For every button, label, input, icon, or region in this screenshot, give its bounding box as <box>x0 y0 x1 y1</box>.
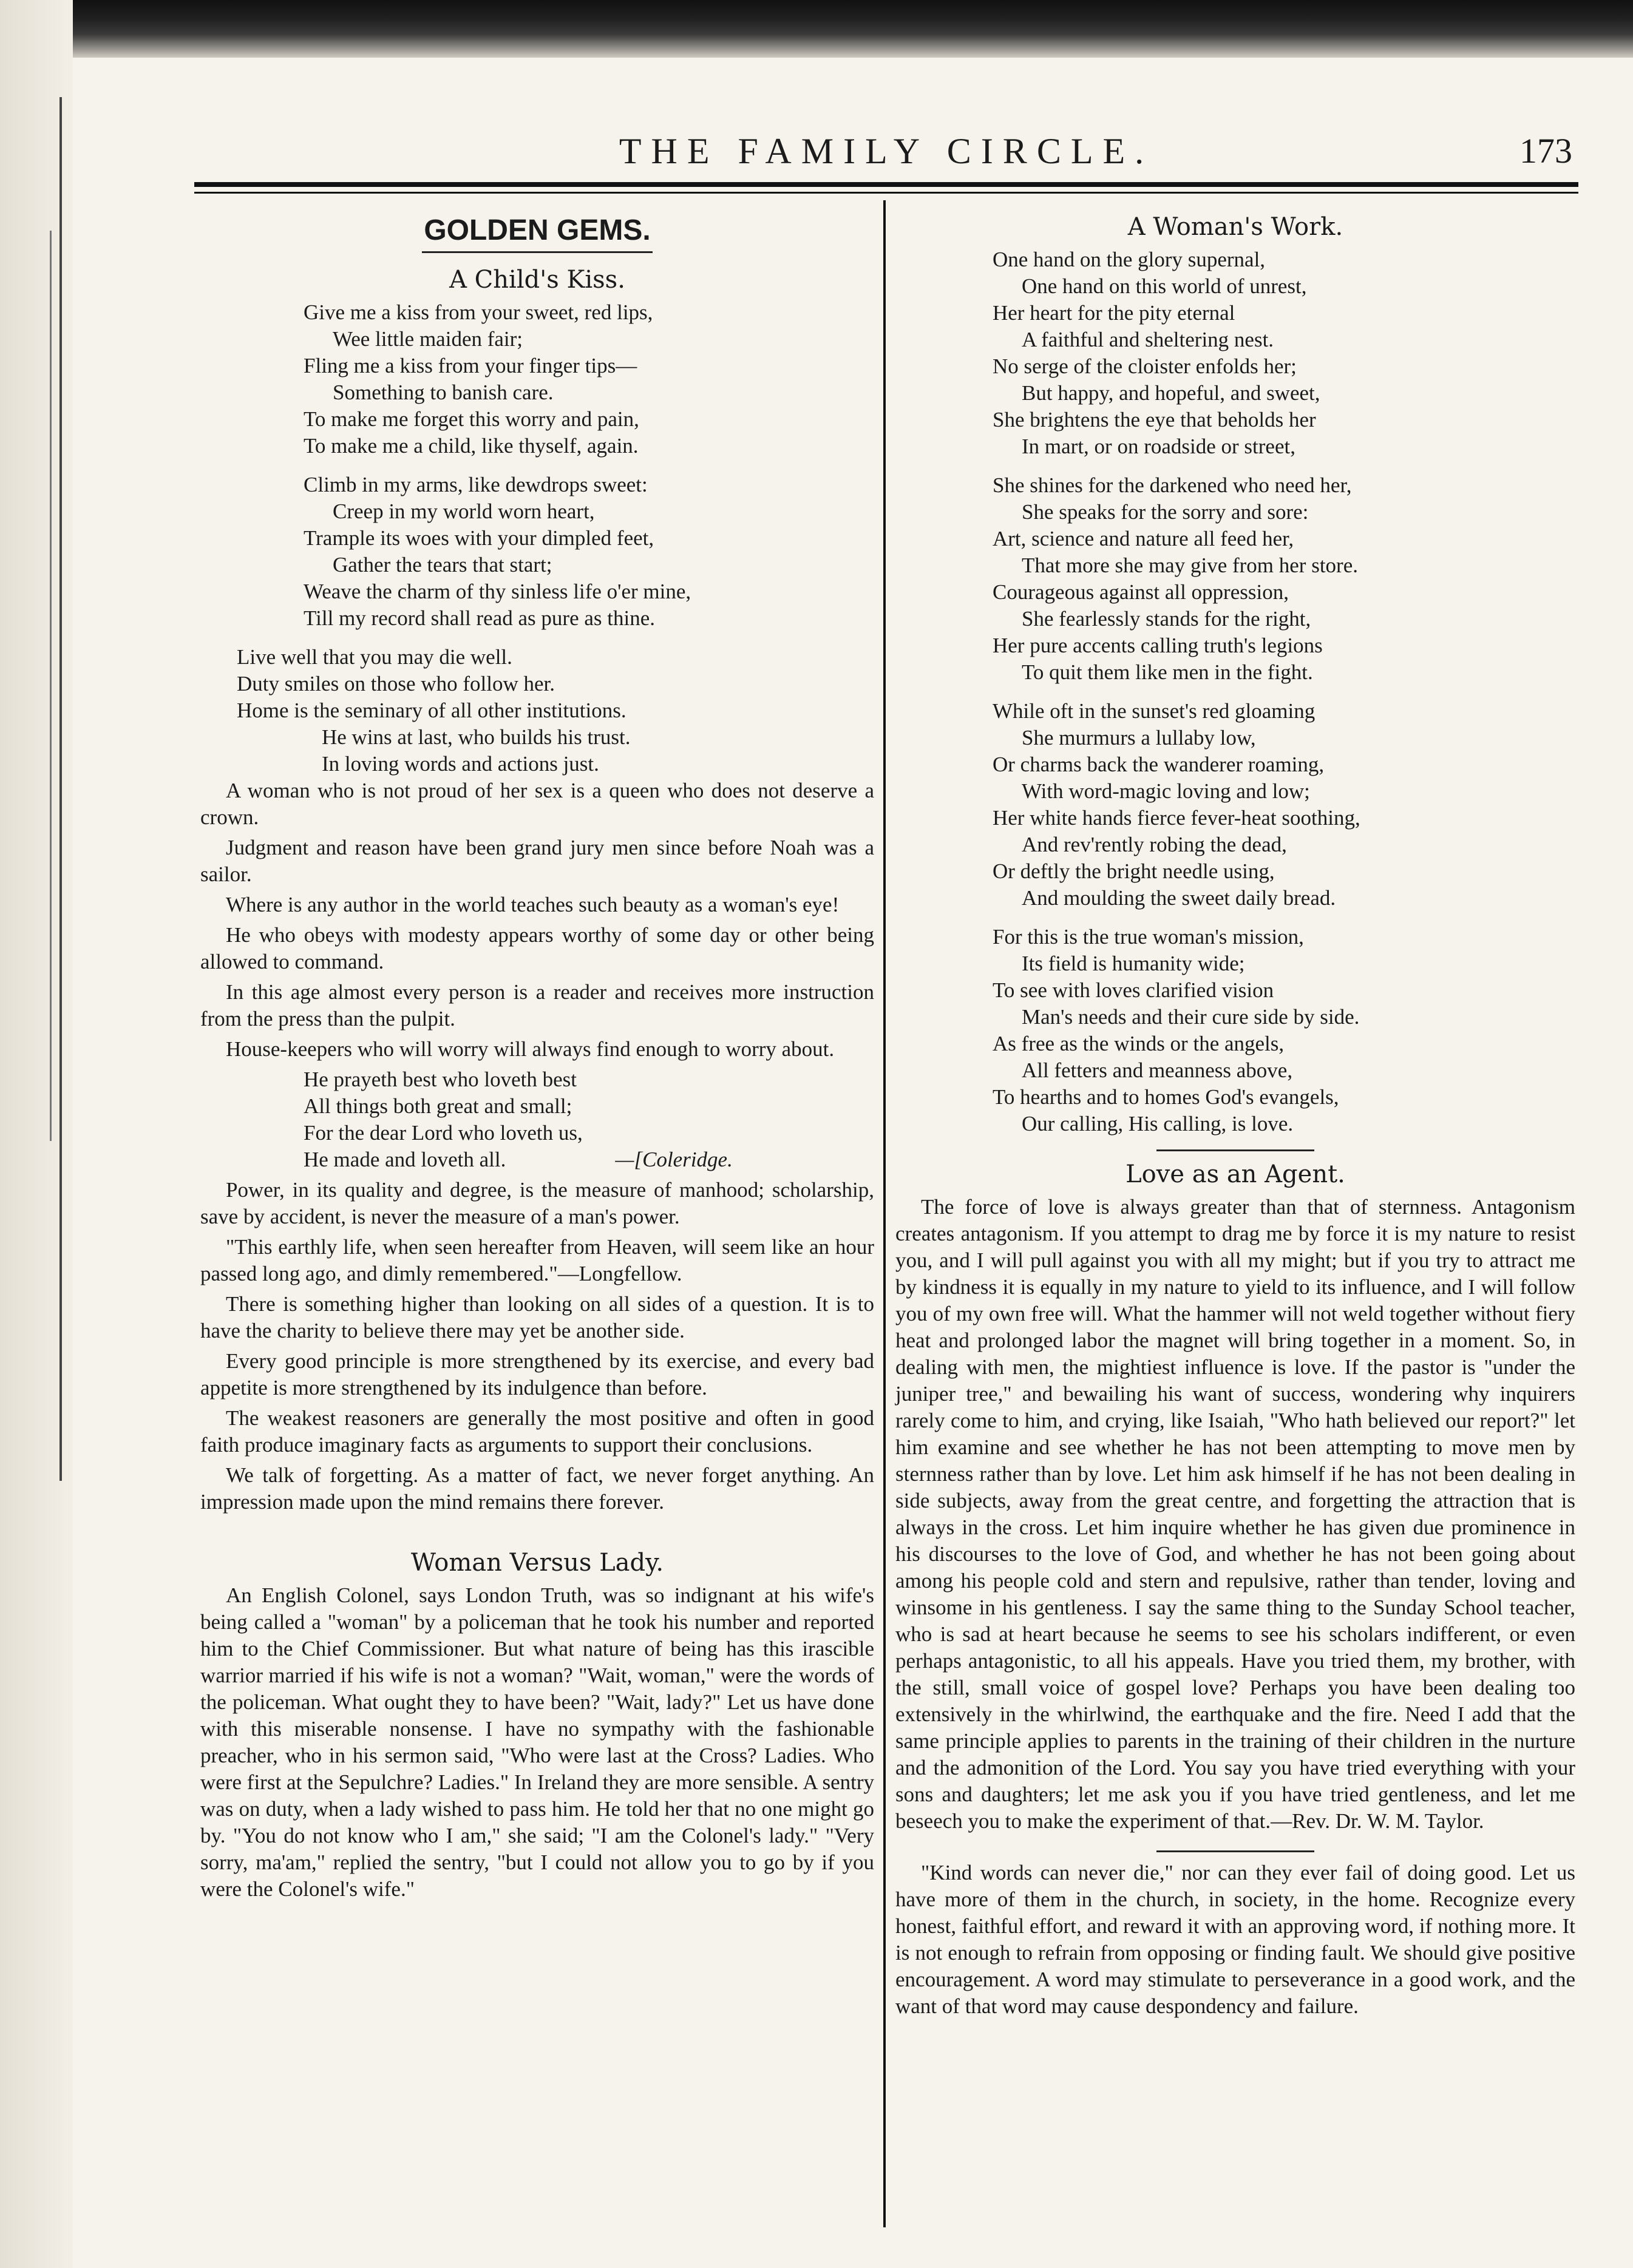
maxim: Home is the seminary of all other institutions. <box>237 699 626 722</box>
page-number: 173 <box>1519 131 1572 171</box>
header-rule-thick <box>194 182 1578 187</box>
poem-line: To quit them like men in the fight. <box>1022 660 1313 684</box>
poem-line: All fetters and meanness above, <box>1022 1058 1293 1082</box>
maxim: In loving words and actions just. <box>322 752 599 776</box>
stanza <box>304 299 874 459</box>
paragraph: We talk of forgetting. As a matter of fact, we never forget anything. An impression made upon the mind remains there forever. <box>200 1463 874 1514</box>
poem-line: To hearths and to homes God's evangels, <box>993 1085 1339 1109</box>
stanza <box>993 698 1575 912</box>
paragraph: Judgment and reason have been grand jury men since before Noah was a sailor. <box>200 836 874 886</box>
poem-line: Gather the tears that start; <box>333 553 552 577</box>
heading-rule <box>422 251 653 253</box>
quoted-verse <box>200 1066 874 1173</box>
poem-line: Our calling, His calling, is love. <box>1022 1112 1294 1136</box>
header-rule-thin <box>194 192 1578 194</box>
verse-citation: —[Coleridge. <box>615 1148 733 1171</box>
paragraph: "This earthly life, when seen hereafter from Heaven, will seem like an hour passed long ago, and dimly remembered."—Longfellow. <box>200 1235 874 1285</box>
scan-left-margin <box>0 0 73 2268</box>
poem-line: Her pure accents calling truth's legions <box>993 634 1323 657</box>
poem-line: No serge of the cloister enfolds her; <box>993 354 1297 378</box>
paragraph: He who obeys with modesty appears worthy of some day or other being allowed to command. <box>200 923 874 973</box>
section-rule <box>1156 1149 1314 1151</box>
poem-title: A Child's Kiss. <box>449 266 625 294</box>
poem-line: And rev'rently robing the dead, <box>1022 833 1287 856</box>
poem-line: Her heart for the pity eternal <box>993 301 1235 325</box>
verse-line: All things both great and small; <box>304 1094 572 1118</box>
poem-line: Weave the charm of thy sinless life o'er mine, <box>304 580 691 603</box>
section-heading: GOLDEN GEMS. <box>424 214 651 246</box>
stanza <box>993 924 1575 1137</box>
poem-line: Man's needs and their cure side by side. <box>1022 1005 1360 1029</box>
stanza <box>993 246 1575 460</box>
poem <box>200 299 874 632</box>
poem-line: Fling me a kiss from your finger tips— <box>304 354 637 377</box>
poem-line: One hand on this world of unrest, <box>1022 274 1307 298</box>
poem-line: She fearlessly stands for the right, <box>1022 607 1311 631</box>
poem-title: A Woman's Work. <box>1127 213 1343 241</box>
paragraph: Power, in its quality and degree, is the measure of manhood; scholarship, save by accident, is never the measure of a man's power. <box>200 1178 874 1228</box>
right-column <box>895 206 1575 2023</box>
poem-line: That more she may give from her store. <box>1022 553 1358 577</box>
poem-line: And moulding the sweet daily bread. <box>1022 886 1336 910</box>
poem-line: Something to banish care. <box>333 381 554 404</box>
page-title: THE FAMILY CIRCLE. <box>619 131 1154 171</box>
paragraph: Every good principle is more strengthened by its exercise, and every bad appetite is more strengthened by its indulgence than before. <box>200 1349 874 1400</box>
poem-line: One hand on the glory supernal, <box>993 248 1266 271</box>
poem-line: For this is the true woman's mission, <box>993 925 1304 949</box>
poem-line: Her white hands fierce fever-heat soothing, <box>993 806 1360 830</box>
section-rule <box>1156 1850 1314 1852</box>
verse-line: For the dear Lord who loveth us, <box>304 1121 583 1145</box>
poem <box>895 246 1575 1137</box>
poem-line: Or charms back the wanderer roaming, <box>993 753 1325 776</box>
poem-line: A faithful and sheltering nest. <box>1022 328 1274 351</box>
maxims <box>200 644 874 777</box>
binding-line-inner <box>50 231 52 1141</box>
poem-line: Give me a kiss from your sweet, red lips, <box>304 300 653 324</box>
column-divider <box>883 200 886 2227</box>
poem-line: To make me a child, like thyself, again. <box>304 434 639 458</box>
verse-line: He prayeth best who loveth best <box>304 1068 577 1091</box>
poem-line: Art, science and nature all feed her, <box>993 527 1294 550</box>
paragraph: House-keepers who will worry will always find enough to worry about. <box>226 1037 835 1061</box>
closing-paragraph: "Kind words can never die," nor can they ever fail of doing good. Let us have more of them in the church, in society, in the home. Recognize every honest, faithful effort, and reward it with an approving word, if nothing more. It is not enough to refrain from opposing or finding fault. We should give positive encouragement. A word may stimulate to perseverance in a good work, and the want of that word may cause despondency and failure. <box>895 1861 1575 2018</box>
poem-line: She shines for the darkened who need her, <box>993 473 1352 497</box>
poem-line: With word-magic loving and low; <box>1022 779 1310 803</box>
poem-line: Wee little maiden fair; <box>333 327 523 351</box>
maxim: Duty smiles on those who follow her. <box>237 672 555 696</box>
poem-line: Or deftly the bright needle using, <box>993 859 1275 883</box>
left-column <box>200 206 874 1906</box>
poem-line: She speaks for the sorry and sore: <box>1022 500 1309 524</box>
maxim: He wins at last, who builds his trust. <box>322 725 631 749</box>
stanza <box>993 472 1575 686</box>
poem-line: Courageous against all oppression, <box>993 580 1289 604</box>
paragraph: There is something higher than looking on all sides of a question. It is to have the charity to believe there may yet be another side. <box>200 1292 874 1342</box>
page-header <box>200 130 1572 173</box>
poem-line: Its field is humanity wide; <box>1022 952 1245 975</box>
maxim: Live well that you may die well. <box>237 645 512 669</box>
verse-line: He made and loveth all. <box>304 1148 506 1171</box>
paragraph: A woman who is not proud of her sex is a queen who does not deserve a crown. <box>200 779 874 829</box>
paragraph: The weakest reasoners are generally the most positive and often in good faith produce imaginary facts as arguments to support their conclusions. <box>200 1406 874 1457</box>
poem-line: As free as the winds or the angels, <box>993 1032 1285 1055</box>
poem-line: Trample its woes with your dimpled feet, <box>304 526 654 550</box>
poem-line: To make me forget this worry and pain, <box>304 407 639 431</box>
poem-line: But happy, and hopeful, and sweet, <box>1022 381 1320 405</box>
poem-line: Till my record shall read as pure as thine. <box>304 606 655 630</box>
poem-line: In mart, or on roadside or street, <box>1022 435 1295 458</box>
poem-line: Climb in my arms, like dewdrops sweet: <box>304 473 648 496</box>
binding-line <box>59 97 62 1481</box>
article-title: Woman Versus Lady. <box>410 1549 664 1577</box>
paragraph: In this age almost every person is a reader and receives more instruction from the press than the pulpit. <box>200 980 874 1031</box>
article-title: Love as an Agent. <box>1125 1160 1345 1188</box>
poem-line: Creep in my world worn heart, <box>333 499 595 523</box>
article-body: An English Colonel, says London Truth, was so indignant at his wife's being called a "woman" by a policeman that he took his number and reported him to the Chief Commissioner. But what nature of being has this irascible warrior married if his wife is not a woman? "Wait, woman," were the words of the policeman. What ought they to have been? "Wait, lady?" Let us have done with this miserable nonsense. I have no sympathy with the fashionable preacher, who in his sermon said, "Who were last at the Cross? Ladies. Who were first at the Sepulchre? Ladies." In Ireland they are more sensible. A sentry was on duty, when a lady wished to pass him. He told her that no one might go by. "You do not know who I am," she said; "I am the Colonel's lady." "Very sorry, ma'am," replied the sentry, "but I could not allow you to go by if you were the Colonel's wife." <box>200 1583 874 1901</box>
stanza <box>304 472 874 632</box>
paragraph: Where is any author in the world teaches such beauty as a woman's eye! <box>226 893 840 916</box>
poem-line: To see with loves clarified vision <box>993 978 1274 1002</box>
article-body: The force of love is always greater than that of sternness. Antagonism creates antagonism. If you attempt to drag me by force it is my nature to resist you, and I will pull against you with all my might; but if you try to attract me by kindness it is equally in my nature to yield to its influence, and I will follow you of my own free will. What the hammer will not weld together without fiery heat and prolonged labor the magnet will bring together in a moment. So, in dealing with men, the mightiest influence is love. If the pastor is "under the juniper tree," and bewailing his want of success, wondering why inquirers rarely come to him, and crying, like Isaiah, "Who hath believed our report?" let him examine and see whether he has not been attempting to move men by sternness rather than by love. Let him ask himself if he has not been dealing in side subjects, away from the great centre, and forgetting the attraction that is always in the cross. Let him inquire whether he has given due prominence in his discourses to the love of God, and whether he has not been going about among his people cold and stern and repulsive, rather than tender, loving and winsome in his gentleness. I say the same thing to the Sunday School teacher, who is sad at heart because he seems to see his scholars indifferent, or even perhaps antagonistic, to all his appeals. Have you tried them, my brother, with the still, small voice of gospel love? Perhaps you have been dealing too extensively in the whirlwind, the earthquake and the fire. Need I add that the same principle applies to parents in the training of their children in the nurture and the admonition of the Lord. You say you have tried everything with your sons and daughters; let me ask you if you have tried gentleness, and let me beseech you to make the experiment of that.—Rev. Dr. W. M. Taylor. <box>895 1195 1575 1833</box>
poem-line: While oft in the sunset's red gloaming <box>993 699 1316 723</box>
poem-line: She brightens the eye that beholds her <box>993 408 1316 432</box>
scan-top-border <box>0 0 1633 58</box>
poem-line: She murmurs a lullaby low, <box>1022 726 1256 750</box>
